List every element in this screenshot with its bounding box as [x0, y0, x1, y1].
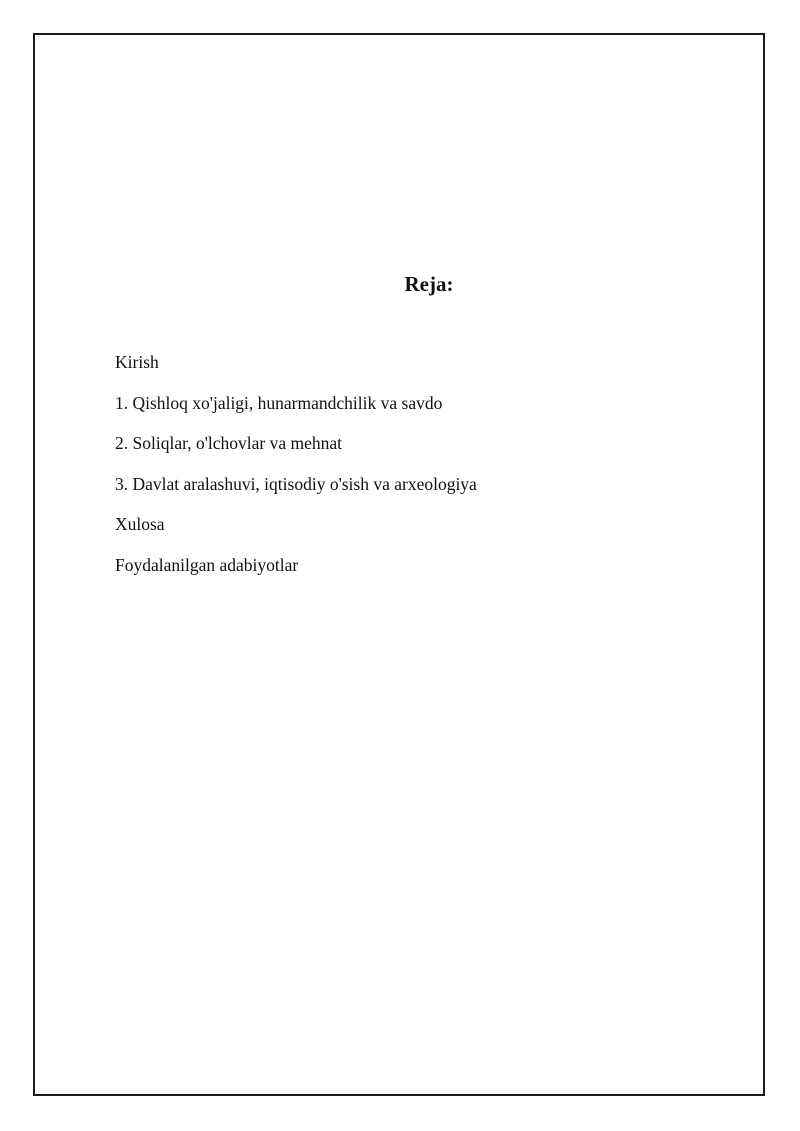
outline-item-3: 3. Davlat aralashuvi, iqtisodiy o'sish va arxeologiya: [115, 473, 477, 494]
outline-item-1: 1. Qishloq xo'jaligi, hunarmandchilik va savdo: [115, 392, 443, 413]
plan-outline: [115, 350, 477, 593]
outline-item-conclusion: Xulosa: [115, 514, 165, 534]
outline-item-2: 2. Soliqlar, o'lchovlar va mehnat: [115, 433, 342, 453]
outline-item-references: Foydalanilgan adabiyotlar: [115, 554, 299, 575]
outline-item-introduction: Kirish: [115, 352, 159, 372]
page-title: Reja:: [404, 272, 454, 296]
